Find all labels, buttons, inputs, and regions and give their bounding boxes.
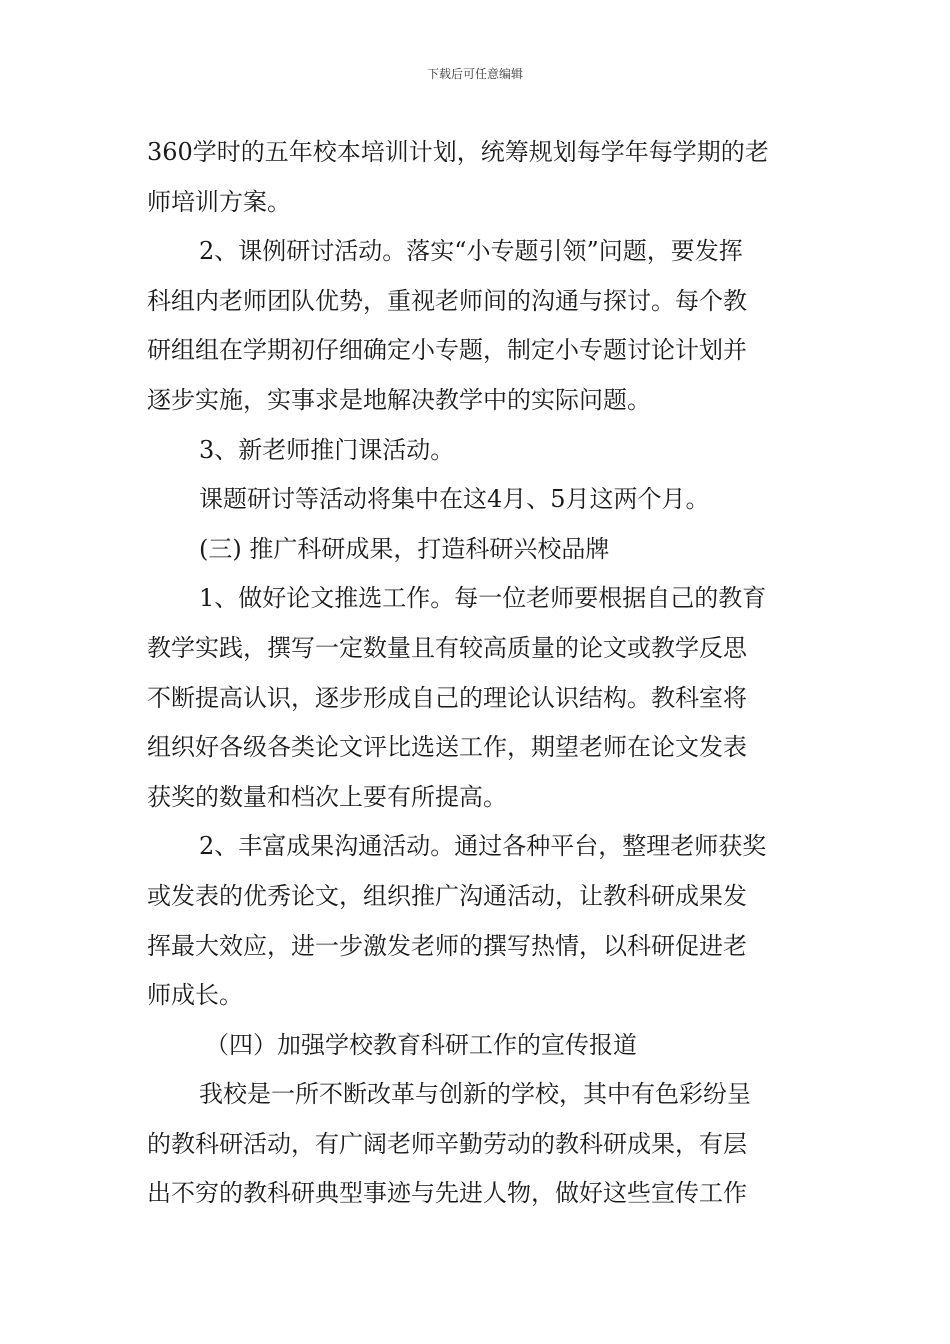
section-heading: (三) 推广科研成果，打造科研兴校品牌 [199, 534, 610, 563]
text-line: 1、做好论文推选工作。每一位老师要根据自己的教育 [199, 584, 767, 613]
text-line: 的教科研活动，有广阔老师辛勤劳动的教科研成果，有层 [147, 1129, 747, 1158]
text-line: 不断提高认识，逐步形成自己的理论认识结构。教科室将 [147, 683, 747, 712]
document-body [147, 128, 807, 1219]
text-line: 课题研讨等活动将集中在这4月、5月这两个月。 [199, 485, 710, 514]
text-line: 研组组在学期初仔细确定小专题，制定小专题讨论计划并 [147, 336, 747, 365]
text-line: 挥最大效应，进一步激发老师的撰写热情，以科研促进老 [147, 931, 747, 960]
text-line: 出不穷的教科研典型事迹与先进人物，做好这些宣传工作 [147, 1179, 747, 1208]
text-line: 获奖的数量和档次上要有所提高。 [147, 782, 507, 811]
text-line: 我校是一所不断改革与创新的学校，其中有色彩纷呈 [199, 1080, 751, 1109]
text-line: 教学实践，撰写一定数量且有较高质量的论文或教学反思 [147, 633, 747, 662]
text-line: 2、丰富成果沟通活动。通过各种平台，整理老师获奖 [199, 832, 767, 861]
section-heading: （四）加强学校教育科研工作的宣传报道 [205, 1030, 637, 1059]
text-line: 逐步实施，实事求是地解决教学中的实际问题。 [147, 385, 651, 414]
text-line: 科组内老师团队优势，重视老师间的沟通与探讨。每个教 [147, 286, 747, 315]
text-line: 2、课例研讨活动。落实“小专题引领”问题，要发挥 [199, 237, 743, 266]
text-line: 360学时的五年校本培训计划，统筹规划每学年每学期的老 [147, 138, 769, 166]
text-line: 或发表的优秀论文，组织推广沟通活动，让教科研成果发 [147, 881, 747, 910]
text-line: 师培训方案。 [147, 187, 291, 216]
text-line: 师成长。 [147, 981, 243, 1010]
page-header: 下载后可任意编辑 [426, 67, 523, 81]
text-line: 3、新老师推门课活动。 [199, 435, 455, 464]
text-line: 组织好各级各类论文评比选送工作，期望老师在论文发表 [147, 733, 747, 762]
